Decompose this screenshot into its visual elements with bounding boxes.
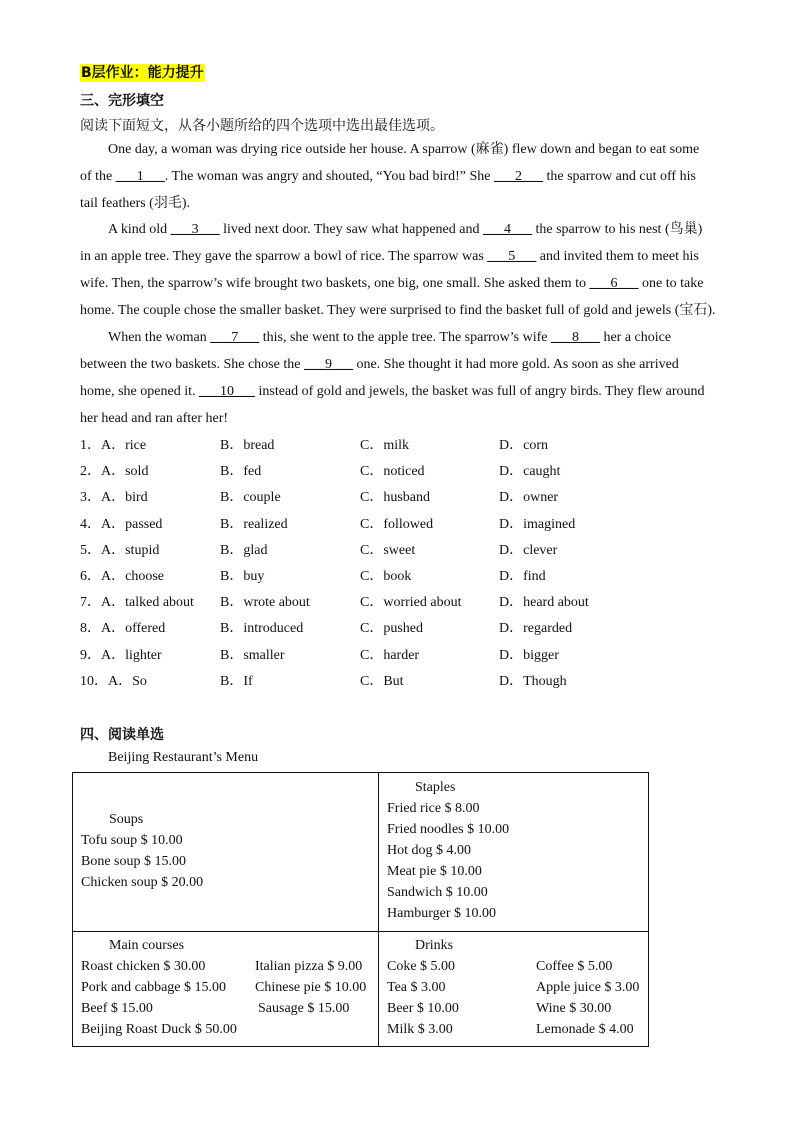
menu-item: Bone soup $ 15.00 (81, 854, 186, 869)
blank-7: ___7___ (210, 330, 260, 345)
question-option-c: C．followed (360, 516, 434, 532)
menu-item: Beer $ 10.00 (387, 1001, 459, 1016)
menu-title: Beijing Restaurant’s Menu (108, 750, 259, 765)
menu-item: Italian pizza $ 9.00 (255, 959, 363, 974)
blank-8: ___8___ (550, 330, 600, 345)
blank-3: ___3___ (170, 222, 220, 237)
question-option-c: C．book (360, 569, 412, 584)
passage-line: wife. Then, the sparrow’s wife brought two baskets, one big, one small. She asked them to ___6___ one to take (80, 276, 704, 291)
passage-line: her head and ran after her! (80, 411, 229, 426)
blank-4: ___4___ (482, 222, 532, 237)
menu-item: Wine $ 30.00 (536, 1001, 612, 1016)
menu-item: Meat pie $ 10.00 (387, 864, 482, 879)
menu-item: Lemonade $ 4.00 (536, 1022, 634, 1037)
question-option-d: D．Though (499, 673, 567, 689)
passage-line: A kind old ___3___ lived next door. They saw what happened and ___4___ the sparrow to his nest (鸟巢) (108, 222, 703, 237)
menu-item: Chinese pie $ 10.00 (255, 980, 367, 995)
blank-2: ___2___ (493, 169, 543, 184)
section4-title: 四、阅读单选 (80, 727, 164, 743)
question-option-b: B．bread (220, 438, 275, 453)
menu-item: Beijing Roast Duck $ 50.00 (81, 1022, 237, 1037)
staples-heading: Staples (415, 780, 456, 795)
question-option-b: B．wrote about (220, 595, 310, 611)
question-option-a: 7．A．talked about (80, 595, 194, 611)
menu-item: Fried noodles $ 10.00 (387, 822, 510, 837)
passage-line: of the ___1___. The woman was angry and shouted, “You bad bird!” She ___2___ the sparrow and cut off his (80, 169, 696, 184)
drinks-heading: Drinks (415, 938, 454, 953)
layer-badge: B层作业：能力提升 (81, 65, 204, 81)
section3-instruction: 阅读下面短文，从各小题所给的四个选项中选出最佳选项。 (80, 118, 444, 134)
menu-item: Sandwich $ 10.00 (387, 885, 488, 900)
question-option-d: D．regarded (499, 621, 573, 637)
question-option-c: C．noticed (360, 464, 425, 480)
blank-9: ___9___ (303, 357, 353, 372)
passage-line: When the woman ___7___ this, she went to the apple tree. The sparrow’s wife ___8___ her a choice (108, 330, 672, 345)
question-option-a: 10．A．So (80, 673, 147, 689)
question-option-c: C．husband (360, 490, 430, 506)
passage-line: One day, a woman was drying rice outside her house. A sparrow (麻雀) flew down and began to eat some (108, 142, 700, 157)
menu-item: Fried rice $ 8.00 (387, 801, 480, 816)
question-option-a: 8．A．offered (80, 621, 166, 637)
menu-item: Coffee $ 5.00 (536, 959, 613, 974)
main-courses-heading: Main courses (109, 938, 185, 953)
question-option-c: C．pushed (360, 621, 423, 637)
soups-heading: Soups (109, 812, 144, 827)
question-option-b: B．glad (220, 542, 268, 558)
menu-item: Hamburger $ 10.00 (387, 906, 496, 921)
question-option-d: D．clever (499, 542, 558, 558)
blank-6: ___6___ (589, 276, 639, 291)
menu-item: Milk $ 3.00 (387, 1022, 453, 1037)
question-option-c: C．worried about (360, 595, 462, 611)
passage-line: home, she opened it. ___10___ instead of gold and jewels, the basket was full of angry birds. They flew around (80, 384, 705, 399)
question-option-a: 9．A．lighter (80, 647, 162, 663)
question-option-b: B．buy (220, 569, 265, 584)
passage-line: tail feathers (羽毛). (80, 196, 191, 211)
menu-item: Apple juice $ 3.00 (536, 980, 640, 995)
menu-item: Roast chicken $ 30.00 (81, 959, 206, 974)
passage-line: home. The couple chose the smaller basket. They were surprised to find the basket full of gold and jewels (宝石). (80, 303, 716, 318)
menu-table (72, 772, 649, 1047)
question-option-a: 4．A．passed (80, 516, 163, 532)
question-option-d: D．find (499, 569, 546, 584)
menu-item: Sausage $ 15.00 (258, 1001, 350, 1016)
question-option-d: D．owner (499, 490, 559, 506)
question-option-d: D．imagined (499, 516, 576, 532)
question-option-d: D．heard about (499, 595, 589, 611)
question-option-b: B．smaller (220, 647, 285, 663)
blank-1: ___1___ (115, 169, 165, 184)
section3-title: 三、完形填空 (80, 93, 164, 109)
question-option-a: 5．A．stupid (80, 542, 160, 558)
question-option-c: C．But (360, 673, 404, 689)
menu-item: Chicken soup $ 20.00 (81, 875, 204, 890)
question-option-b: B．couple (220, 490, 281, 506)
question-option-b: B．realized (220, 516, 288, 532)
menu-item: Beef $ 15.00 (81, 1001, 153, 1016)
menu-item: Tofu soup $ 10.00 (81, 833, 183, 848)
question-option-a: 1．A．rice (80, 438, 147, 453)
question-option-b: B．introduced (220, 621, 304, 637)
question-option-a: 6．A．choose (80, 569, 164, 584)
question-option-d: D．corn (499, 438, 548, 453)
question-option-b: B．fed (220, 464, 262, 480)
table-divider-vertical (378, 773, 379, 1046)
blank-10: ___10___ (198, 384, 255, 399)
question-option-d: D．bigger (499, 647, 559, 663)
question-option-c: C．harder (360, 647, 420, 663)
question-option-a: 3．A．bird (80, 490, 148, 506)
passage-line: in an apple tree. They gave the sparrow a bowl of rice. The sparrow was ___5___ and invited them to meet his (80, 249, 699, 264)
question-option-d: D．caught (499, 464, 561, 480)
menu-item: Coke $ 5.00 (387, 959, 456, 974)
menu-item: Pork and cabbage $ 15.00 (81, 980, 227, 995)
question-option-c: C．sweet (360, 542, 416, 558)
menu-item: Tea $ 3.00 (387, 980, 446, 995)
question-option-a: 2．A．sold (80, 464, 149, 480)
menu-item: Hot dog $ 4.00 (387, 843, 471, 858)
table-divider-horizontal (73, 931, 648, 932)
question-option-c: C．milk (360, 438, 410, 453)
passage-line: between the two baskets. She chose the ___9___ one. She thought it had more gold. As soon as she arrived (80, 357, 679, 372)
blank-5: ___5___ (487, 249, 537, 264)
question-option-b: B．If (220, 673, 253, 689)
